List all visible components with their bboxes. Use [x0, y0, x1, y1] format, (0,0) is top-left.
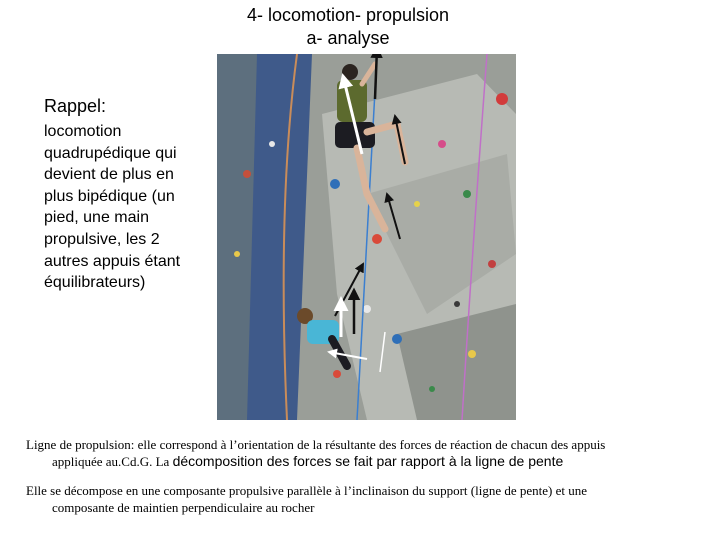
- caption-1-line-2-serif: appliquée au.Cd.G. La: [52, 454, 173, 469]
- caption-paragraph-2: [26, 482, 706, 516]
- caption-2-line-1: Elle se décompose en une composante propulsive parallèle à l’inclinaison du support (ligne de pente) et une: [26, 483, 587, 498]
- rappel-heading: Rappel:: [44, 96, 107, 116]
- rappel-body: locomotion quadrupédique qui devient de plus en plus bipédique (un pied, une main propulsive, les 2 autres appuis étant équilibrateurs): [44, 123, 181, 292]
- rappel-block: [44, 95, 194, 294]
- climbing-photo: [217, 54, 516, 420]
- caption-1-line-1: Ligne de propulsion: elle correspond à l’orientation de la résultante des forces de réaction de chacun des appuis: [26, 437, 606, 452]
- title-line-2: a- analyse: [306, 28, 390, 48]
- caption-1-line-2-sans: décomposition des forces se fait par rapport à la ligne de pente: [172, 453, 564, 469]
- slide-title: [0, 4, 696, 50]
- caption-2-line-2: composante de maintien perpendiculaire au rocher: [52, 500, 315, 515]
- title-line-1: 4- locomotion- propulsion: [246, 5, 450, 25]
- caption-paragraph-1: [26, 436, 706, 471]
